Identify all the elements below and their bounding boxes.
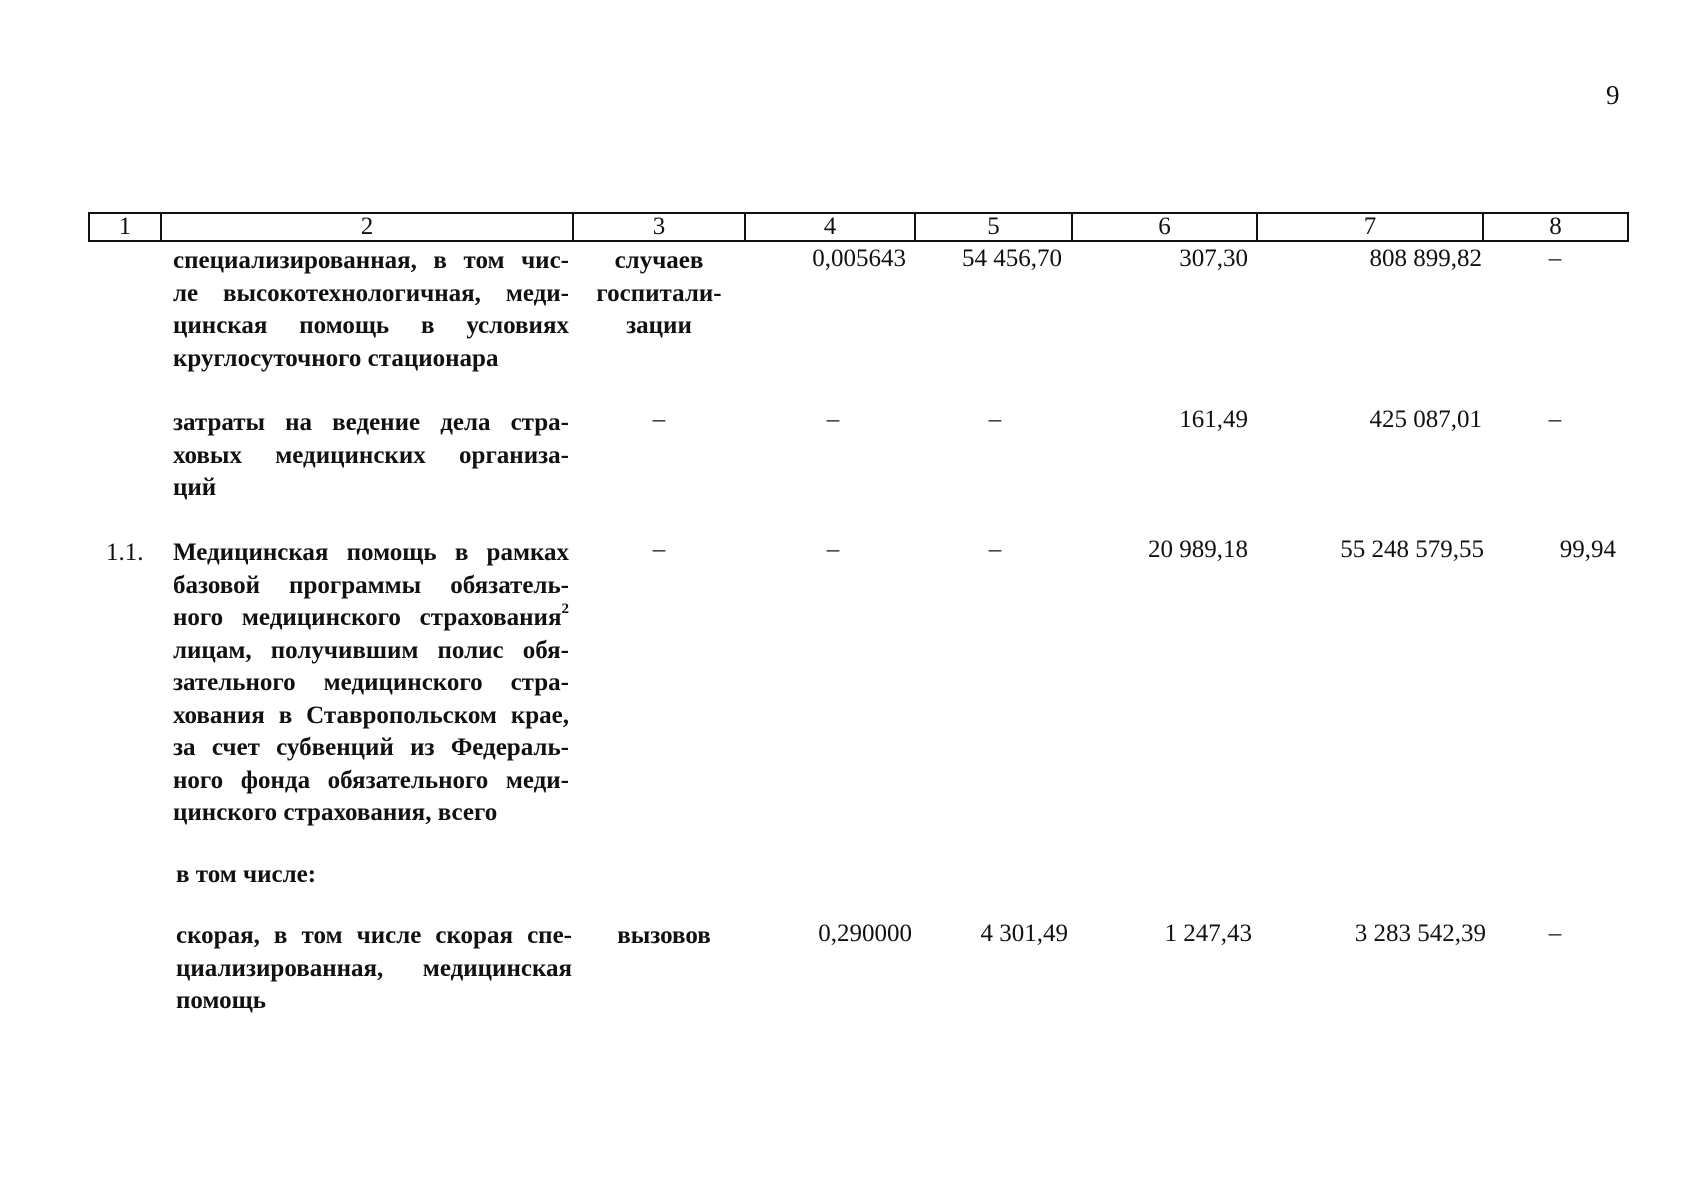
- description-line: за счет субвенций из Федераль-: [173, 734, 569, 761]
- description-line: Медицинская помощь в рамках: [173, 539, 569, 566]
- cell-col4: 0,005643: [812, 245, 906, 272]
- header-col-1: 1: [89, 213, 161, 241]
- footnote-marker: 2: [561, 601, 569, 617]
- unit-line: зации: [626, 312, 692, 339]
- cell-col7: 425 087,01: [1369, 406, 1482, 433]
- cell-col6: 20 989,18: [1148, 536, 1248, 563]
- cell-col6: 1 247,43: [1164, 920, 1252, 947]
- unit-line: вызовов: [617, 922, 711, 949]
- row-unit: –: [652, 406, 666, 433]
- cell-col5: 4 301,49: [980, 920, 1068, 947]
- cell-col8: –: [1548, 406, 1562, 433]
- cell-col6: 161,49: [1179, 406, 1248, 433]
- cell-col8: 99,94: [1559, 536, 1616, 563]
- description-line: зательного медицинского стра-: [173, 669, 569, 696]
- header-col-5: 5: [915, 213, 1072, 241]
- row-number: 1.1.: [106, 539, 144, 566]
- header-col-8: 8: [1483, 213, 1628, 241]
- row-description: [176, 920, 572, 1018]
- cell-col5: –: [988, 536, 1002, 563]
- description-line: [173, 602, 569, 635]
- column-number-header: [88, 212, 1629, 242]
- row-description: [173, 245, 569, 375]
- row-unit: [589, 920, 739, 953]
- row-description: в том числе:: [176, 861, 317, 888]
- cell-col6: 307,30: [1179, 245, 1248, 272]
- cell-col7: 55 248 579,55: [1340, 536, 1484, 563]
- header-col-4: 4: [745, 213, 915, 241]
- cell-col4: 0,290000: [818, 920, 912, 947]
- page-number: 9: [1606, 80, 1620, 110]
- header-col-2: 2: [161, 213, 573, 241]
- description-line: специализированная, в том чис-: [173, 247, 569, 274]
- cell-col5: 54 456,70: [962, 245, 1062, 272]
- cell-col7: 808 899,82: [1369, 245, 1482, 272]
- description-text: ного медицинского страхования: [173, 604, 562, 631]
- description-line: затраты на ведение дела стра-: [173, 409, 569, 436]
- description-line: круглосуточного стационара: [173, 344, 499, 372]
- description-line: скорая, в том числе скорая спе-: [176, 922, 572, 949]
- cell-col7: 3 283 542,39: [1354, 920, 1486, 947]
- header-col-6: 6: [1072, 213, 1257, 241]
- unit-line: случаев: [614, 247, 704, 274]
- cell-col4: –: [826, 536, 840, 563]
- unit-line: госпитали-: [596, 279, 722, 307]
- description-line: цинского страхования, всего: [173, 799, 498, 826]
- description-line: помощь: [176, 987, 266, 1014]
- row-description: [173, 407, 569, 505]
- header-col-3: 3: [573, 213, 745, 241]
- header-col-7: 7: [1257, 213, 1483, 241]
- description-line: лицам, получившим полис обя-: [173, 636, 569, 664]
- description-line: ций: [173, 474, 217, 501]
- description-line: ного фонда обязательного меди-: [173, 766, 569, 794]
- cell-col8: –: [1548, 920, 1562, 947]
- row-unit: –: [652, 536, 666, 563]
- description-line: циализированная, медицинская: [176, 954, 572, 982]
- description-line: ле высокотехнологичная, меди-: [173, 279, 569, 307]
- description-line: ховых медицинских организа-: [173, 441, 569, 469]
- description-line: базовой программы обязатель-: [173, 571, 569, 599]
- cell-col5: –: [988, 406, 1002, 433]
- row-unit: [584, 245, 734, 343]
- cell-col8: –: [1548, 245, 1562, 272]
- description-line: цинская помощь в условиях: [173, 312, 569, 339]
- description-line: хования в Ставропольском крае,: [173, 701, 569, 729]
- row-description: [173, 537, 569, 830]
- cell-col4: –: [826, 406, 840, 433]
